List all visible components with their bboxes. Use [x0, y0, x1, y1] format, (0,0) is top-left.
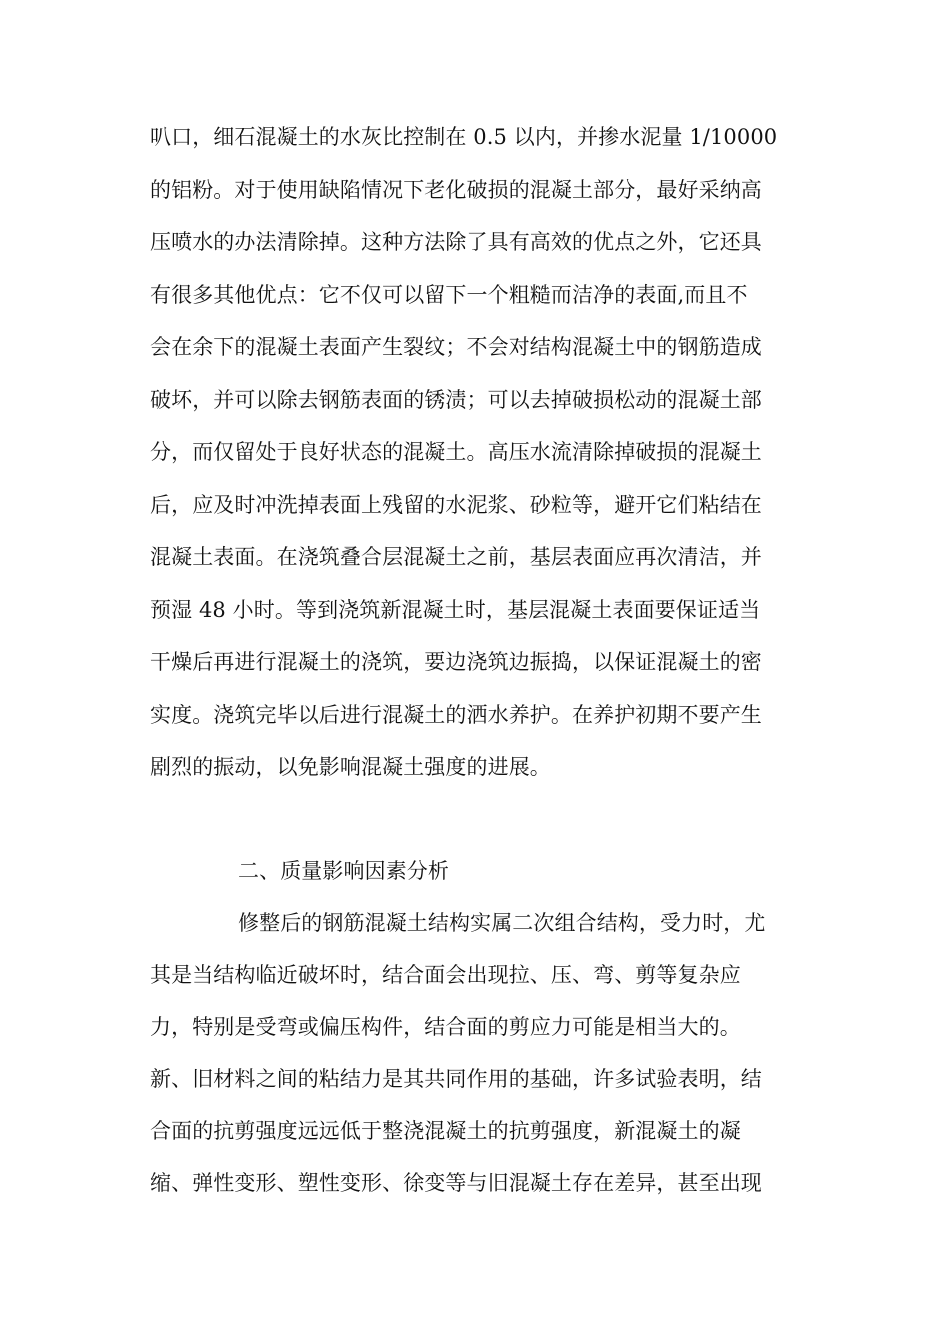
text-line: 剧烈的振动，以免影响混凝土强度的进展。 [150, 755, 551, 779]
text-line: 新、旧材料之间的粘结力是其共同作用的基础，许多试验表明，结 [150, 1067, 762, 1091]
text-line: 压喷水的办法清除掉。这种方法除了具有高效的优点之外，它还具 [150, 230, 762, 254]
text-line: 缩、弹性变形、塑性变形、徐变等与旧混凝土存在差异，甚至出现 [150, 1171, 762, 1195]
text-line: 的铝粉。对于使用缺陷情况下老化破损的混凝土部分，最好采纳高 [150, 178, 762, 202]
text-line: 有很多其他优点：它不仅可以留下一个粗糙而洁净的表面,而且不 [150, 283, 748, 307]
text-line: 干燥后再进行混凝土的浇筑，要边浇筑边振捣，以保证混凝土的密 [150, 650, 762, 674]
text-line: 预湿 48 小时。等到浇筑新混凝土时，基层混凝土表面要保证适当 [150, 598, 761, 622]
text-line: 实度。浇筑完毕以后进行混凝土的洒水养护。在养护初期不要产生 [150, 703, 762, 727]
text-line: 其是当结构临近破坏时，结合面会出现拉、压、弯、剪等复杂应 [150, 963, 741, 987]
section-heading: 二、质量影响因素分析 [238, 859, 449, 883]
text-line: 力，特别是受弯或偏压构件，结合面的剪应力可能是相当大的。 [150, 1015, 741, 1039]
text-line: 修整后的钢筋混凝土结构实属二次组合结构，受力时，尤 [238, 911, 766, 935]
text-line: 会在余下的混凝土表面产生裂纹；不会对结构混凝土中的钢筋造成 [150, 335, 762, 359]
text-line: 叭口，细石混凝土的水灰比控制在 0.5 以内，并掺水泥量 1/10000 [150, 125, 778, 149]
text-line: 混凝土表面。在浇筑叠合层混凝土之前，基层表面应再次清洁，并 [150, 545, 762, 569]
text-line: 后，应及时冲洗掉表面上残留的水泥浆、砂粒等，避开它们粘结在 [150, 493, 762, 517]
text-line: 分，而仅留处于良好状态的混凝土。高压水流清除掉破损的混凝土 [150, 440, 762, 464]
text-line: 破坏，并可以除去钢筋表面的锈渍；可以去掉破损松动的混凝土部 [150, 388, 762, 412]
text-line: 合面的抗剪强度远远低于整浇混凝土的抗剪强度，新混凝土的凝 [150, 1119, 741, 1143]
